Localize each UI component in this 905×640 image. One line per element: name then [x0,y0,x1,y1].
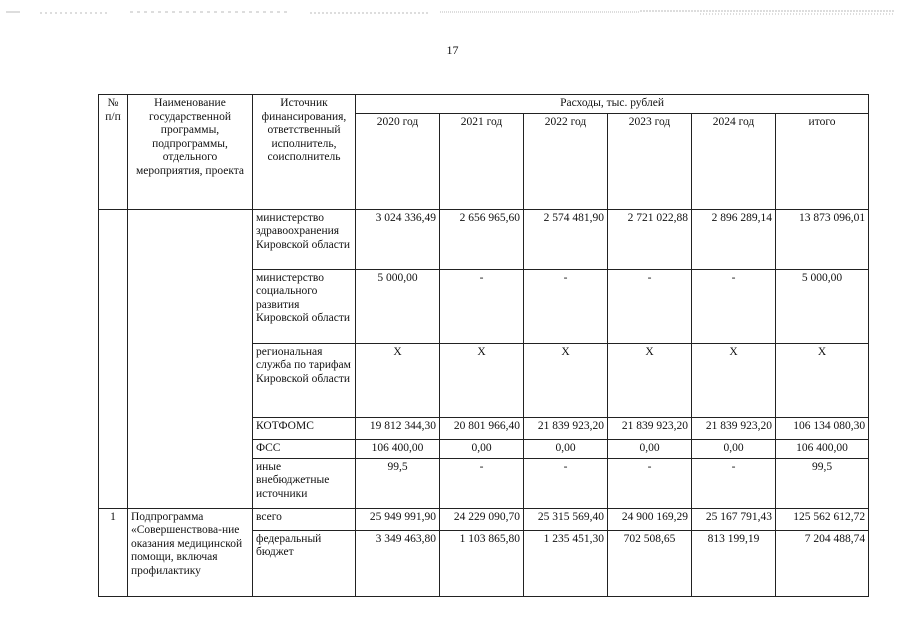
value-cell: - [524,458,608,508]
value-cell: 1 103 865,80 [440,530,524,596]
value-cell: 25 949 991,90 [356,508,440,530]
value-cell: Х [356,343,440,417]
subprogram-row [99,508,869,530]
page-number: 17 [446,43,459,57]
source-cell: федеральный бюджет [253,530,356,596]
value-cell: 106 134 080,30 [776,417,869,439]
value-cell: 19 812 344,30 [356,417,440,439]
value-cell: 0,00 [608,439,692,458]
header-name: Наименование государственной программы, подпрограммы, отдельного мероприятия, проекта [128,95,253,210]
value-cell: 813 199,19 [692,530,776,596]
value-cell: 13 873 096,01 [776,209,869,269]
table-row [99,209,869,269]
value-cell: 2 574 481,90 [524,209,608,269]
value-cell: 1 235 451,30 [524,530,608,596]
header-num: № п/п [99,95,128,210]
value-cell: Х [440,343,524,417]
value-cell: 99,5 [356,458,440,508]
value-cell: 106 400,00 [776,439,869,458]
value-cell: Х [692,343,776,417]
source-cell: КОТФОМС [253,417,356,439]
value-cell: - [692,269,776,343]
source-cell: всего [253,508,356,530]
scan-noise-strip [0,0,905,24]
header-year-2020: 2020 год [356,113,440,209]
value-cell: 3 024 336,49 [356,209,440,269]
value-cell: - [608,269,692,343]
value-cell: Х [524,343,608,417]
value-cell: 20 801 966,40 [440,417,524,439]
source-cell: иные внебюджетные источники [253,458,356,508]
header-year-2024: 2024 год [692,113,776,209]
value-cell: 0,00 [524,439,608,458]
name-cell-empty [128,209,253,508]
header-source: Источник финансирования, ответственный исполнитель, соисполнитель [253,95,356,210]
subprogram-num: 1 [99,508,128,596]
value-cell: 21 839 923,20 [524,417,608,439]
value-cell: Х [776,343,869,417]
value-cell: 2 896 289,14 [692,209,776,269]
value-cell: - [440,269,524,343]
source-cell: министерство социального развития Кировской области [253,269,356,343]
header-row [99,95,869,114]
value-cell: 24 229 090,70 [440,508,524,530]
value-cell: - [524,269,608,343]
header-year-2021: 2021 год [440,113,524,209]
value-cell: 25 167 791,43 [692,508,776,530]
source-cell: региональная служба по тарифам Кировской области [253,343,356,417]
value-cell: 2 721 022,88 [608,209,692,269]
value-cell: - [440,458,524,508]
value-cell: 7 204 488,74 [776,530,869,596]
source-cell: министерство здравоохранения Кировской области [253,209,356,269]
value-cell: - [692,458,776,508]
value-cell: 2 656 965,60 [440,209,524,269]
header-total: итого [776,113,869,209]
value-cell: Х [608,343,692,417]
value-cell: 5 000,00 [356,269,440,343]
header-year-2022: 2022 год [524,113,608,209]
value-cell: 125 562 612,72 [776,508,869,530]
value-cell: 21 839 923,20 [692,417,776,439]
value-cell: - [608,458,692,508]
num-cell-empty [99,209,128,508]
value-cell: 0,00 [440,439,524,458]
header-expenses: Расходы, тыс. рублей [356,95,869,114]
value-cell: 25 315 569,40 [524,508,608,530]
value-cell: 21 839 923,20 [608,417,692,439]
value-cell: 99,5 [776,458,869,508]
value-cell: 5 000,00 [776,269,869,343]
value-cell: 106 400,00 [356,439,440,458]
header-year-2023: 2023 год [608,113,692,209]
value-cell: 3 349 463,80 [356,530,440,596]
budget-table [98,94,869,597]
source-cell: ФСС [253,439,356,458]
value-cell: 24 900 169,29 [608,508,692,530]
value-cell: 0,00 [692,439,776,458]
value-cell: 702 508,65 [608,530,692,596]
subprogram-name: Подпрограмма «Совершенствова-ние оказания медицинской помощи, включая профилактику [128,508,253,596]
